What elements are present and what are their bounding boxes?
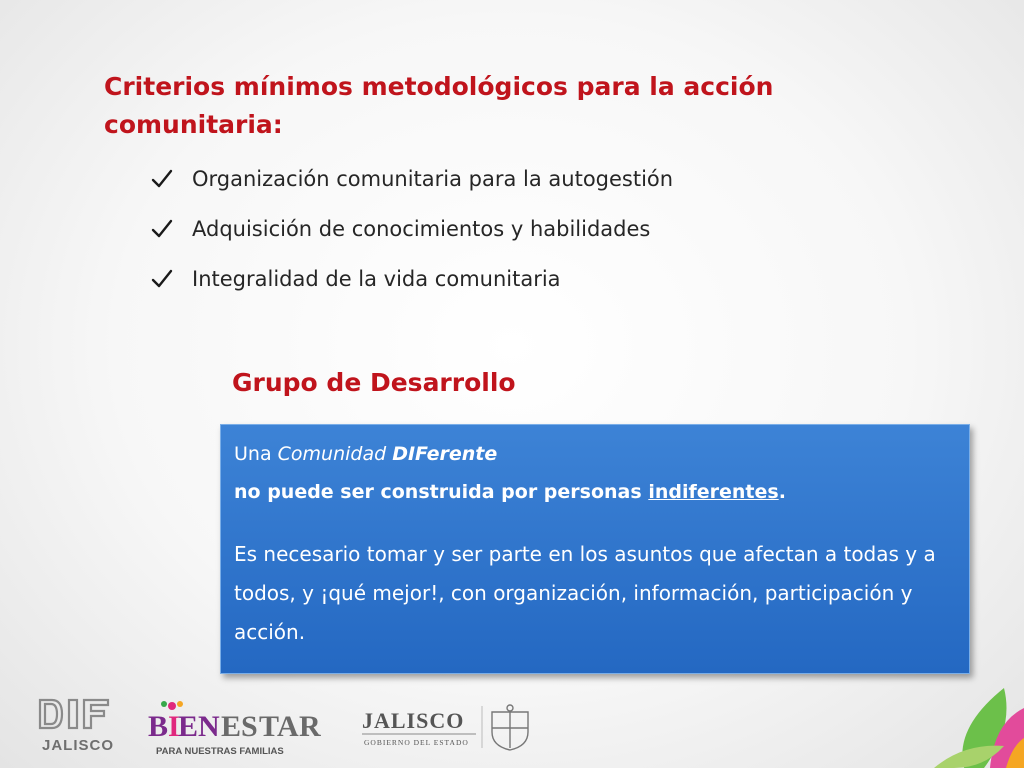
criteria-text: Organización comunitaria para la autogestión	[192, 167, 674, 191]
dif-jalisco-logo	[36, 694, 120, 758]
slide-title: Criterios mínimos metodológicos para la acción comunitaria:	[104, 72, 774, 139]
svg-text:GOBIERNO DEL ESTADO: GOBIERNO DEL ESTADO	[364, 738, 469, 747]
list-item	[150, 154, 673, 204]
svg-text:E: E	[178, 710, 199, 743]
svg-text:R: R	[299, 710, 321, 743]
box-paragraph: Es necesario tomar y ser parte en los asuntos que afectan a todas y a todos, y ¡qué mejor!, con organización, información, participación y acción.	[234, 542, 936, 644]
checkmark-icon	[150, 267, 174, 291]
criteria-text: Adquisición de conocimientos y habilidades	[192, 217, 651, 241]
quote-box	[220, 424, 970, 674]
box-line-1: Una Comunidad DIFerente	[234, 443, 498, 465]
criteria-list	[150, 154, 673, 304]
svg-text:T: T	[259, 710, 280, 743]
jalisco-gobierno-logo	[358, 702, 538, 752]
svg-text:S: S	[241, 710, 258, 743]
decorative-leaves-icon	[894, 668, 1024, 768]
coat-of-arms-icon	[492, 705, 528, 750]
svg-text:A: A	[277, 710, 299, 743]
svg-text:N: N	[198, 710, 220, 743]
checkmark-icon	[150, 217, 174, 241]
svg-text:B: B	[148, 710, 169, 743]
footer-logos	[0, 690, 1024, 768]
svg-text:E: E	[221, 710, 242, 743]
section-subtitle: Grupo de Desarrollo	[232, 368, 516, 397]
box-line-2: no puede ser construida por personas indiferentes.	[234, 481, 786, 503]
checkmark-icon	[150, 167, 174, 191]
list-item	[150, 254, 673, 304]
svg-text:PARA NUESTRAS FAMILIAS: PARA NUESTRAS FAMILIAS	[156, 746, 284, 757]
list-item	[150, 204, 673, 254]
criteria-text: Integralidad de la vida comunitaria	[192, 267, 561, 291]
svg-text:JALISCO: JALISCO	[42, 737, 115, 754]
svg-text:JALISCO: JALISCO	[362, 708, 465, 733]
bienestar-logo	[146, 700, 324, 758]
svg-text:I: I	[168, 710, 180, 743]
